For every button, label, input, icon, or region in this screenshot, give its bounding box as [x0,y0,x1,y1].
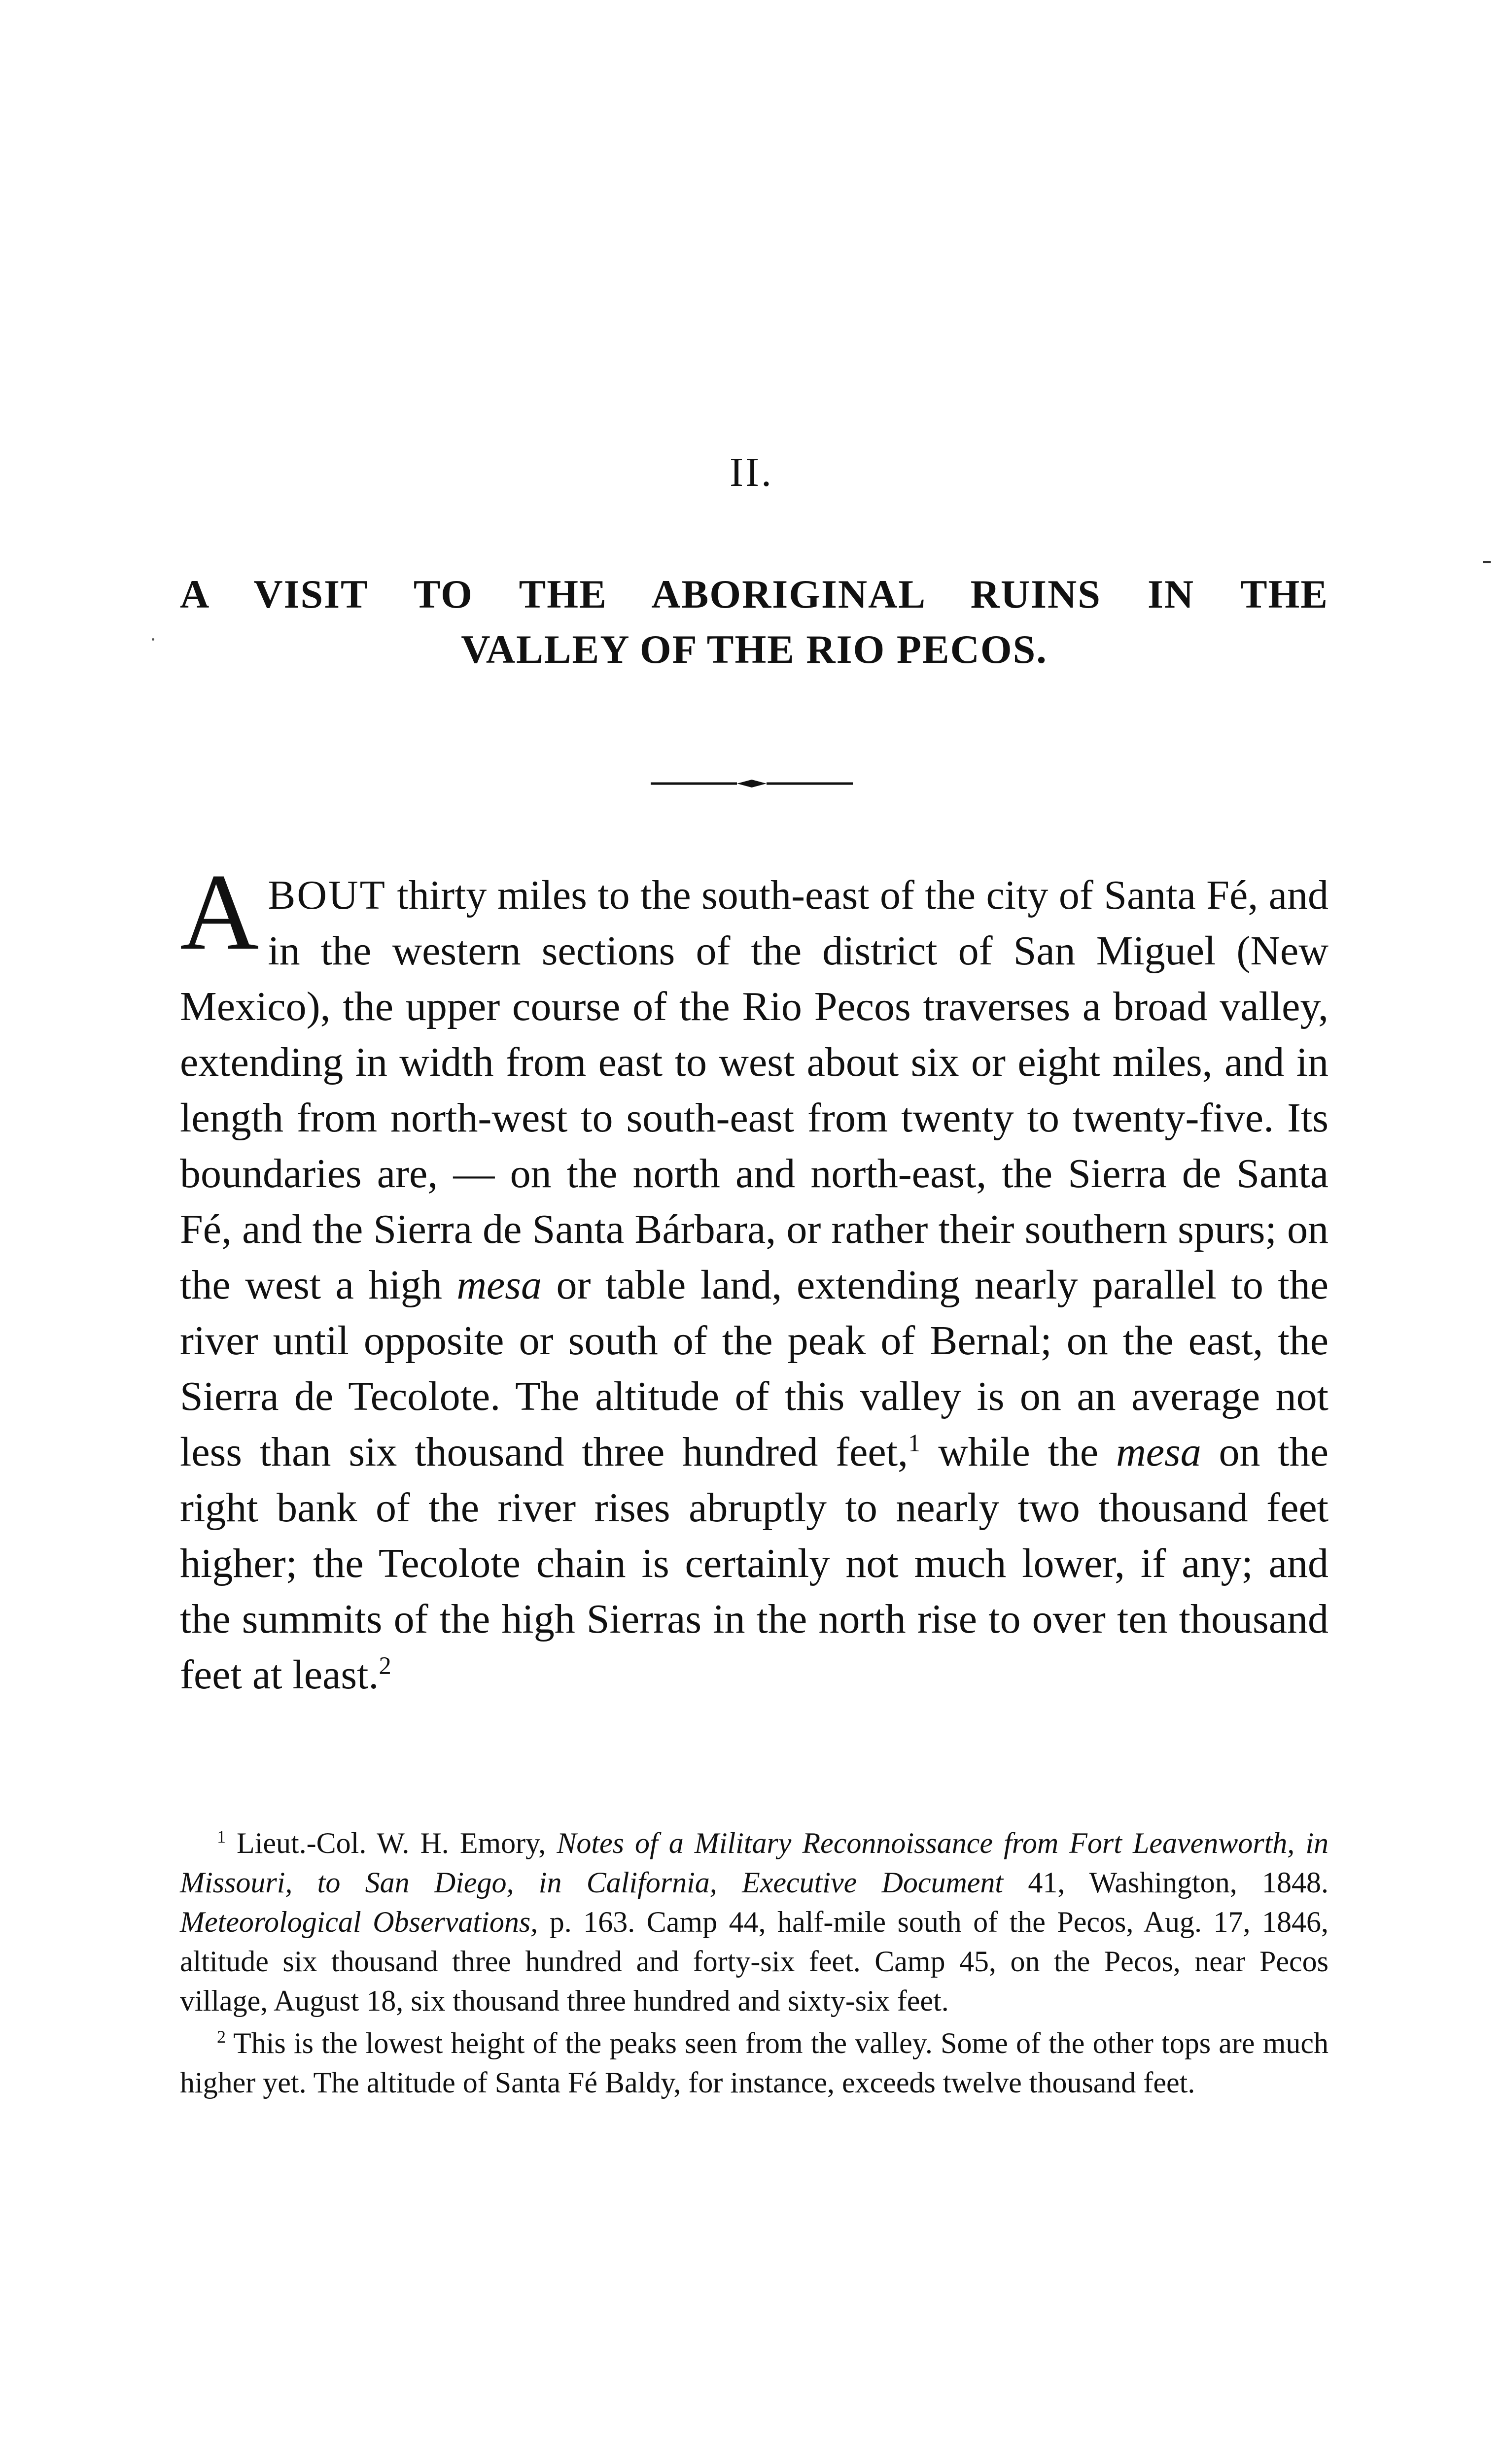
footnote-2 [180,2023,1328,2102]
body-italic-mesa-1: mesa [456,1262,542,1308]
chapter-number: II. [730,449,773,495]
section-divider-ornament [651,779,853,788]
footnote-1-lead: Lieut.-Col. W. H. Emory, [226,1827,557,1859]
footnote-1-tail: p. 163. Camp 44, half-mile south of the Pecos, Aug. 17, 1846, altitude six thousand three hundred and forty-six feet. Camp 45, on the Pecos, near Pecos village, August 18, six thousand three hundred and sixty-six feet. [180,1906,1328,2017]
footnote-1-mid: 41, Washington, 1848. [1003,1866,1328,1899]
body-text-segment-1: thirty miles to the south-east of the city of Santa Fé, and in the western sections of the district of San Miguel (New Mexico), the upper course of the Rio Pecos traverses a broad valley, extending in width from east to west about six or eight miles, and in length from north-west to south-east from twenty to twenty-five. Its boundaries are, — on the north and north-east, the Sierra de Santa Fé, and the Sierra de Santa Bárbara, or rather their southern spurs; on the west a high [180,872,1328,1308]
footnote-ref-1[interactable]: 1 [908,1429,921,1457]
footnote-1-title: Notes of a Military Reconnoissance from Fort Leavenworth, in Missouri, to San Diego, in California, Executive Document [180,1827,1328,1899]
first-word-rest: BOUT [268,872,386,918]
chapter-title [180,567,1328,677]
footnotes [180,1823,1328,2102]
footnote-1-marker: 1 [217,1827,226,1847]
margin-scan-mark [1483,561,1491,563]
footnote-2-marker: 2 [217,2027,226,2047]
chapter-title-line-2: VALLEY OF THE RIO PECOS. [461,627,1048,672]
body-text-segment-2: or table land, extending nearly parallel to the river until opposite or south of the peak of Bernal; on the east, the Sierra de Tecolote. The altitude of this valley is on an average not less than six thousand three hundred feet, [180,1262,1329,1475]
chapter-title-line-1: A VISIT TO THE ABORIGINAL RUINS IN THE [180,572,1328,616]
body-italic-mesa-2: mesa [1116,1429,1201,1475]
footnote-1-section: Meteorological Observations, [180,1906,538,1938]
scan-speck [152,638,154,641]
body-paragraph [180,852,1329,1703]
body-text-segment-3: while the [920,1429,1117,1475]
footnote-ref-2[interactable]: 2 [379,1652,391,1679]
footnote-1 [180,1823,1328,2020]
drop-cap: A [180,852,259,973]
body-text-segment-4: on the right bank of the river rises abruptly to nearly two thousand feet higher; the Tecolote chain is certainly not much lower, if any; and the summits of the high Sierras in the north rise to over ten thousand feet at least. [180,1429,1329,1698]
footnote-2-text: This is the lowest height of the peaks seen from the valley. Some of the other tops are much higher yet. The altitude of Santa Fé Baldy, for instance, exceeds twelve thousand feet. [180,2027,1328,2099]
